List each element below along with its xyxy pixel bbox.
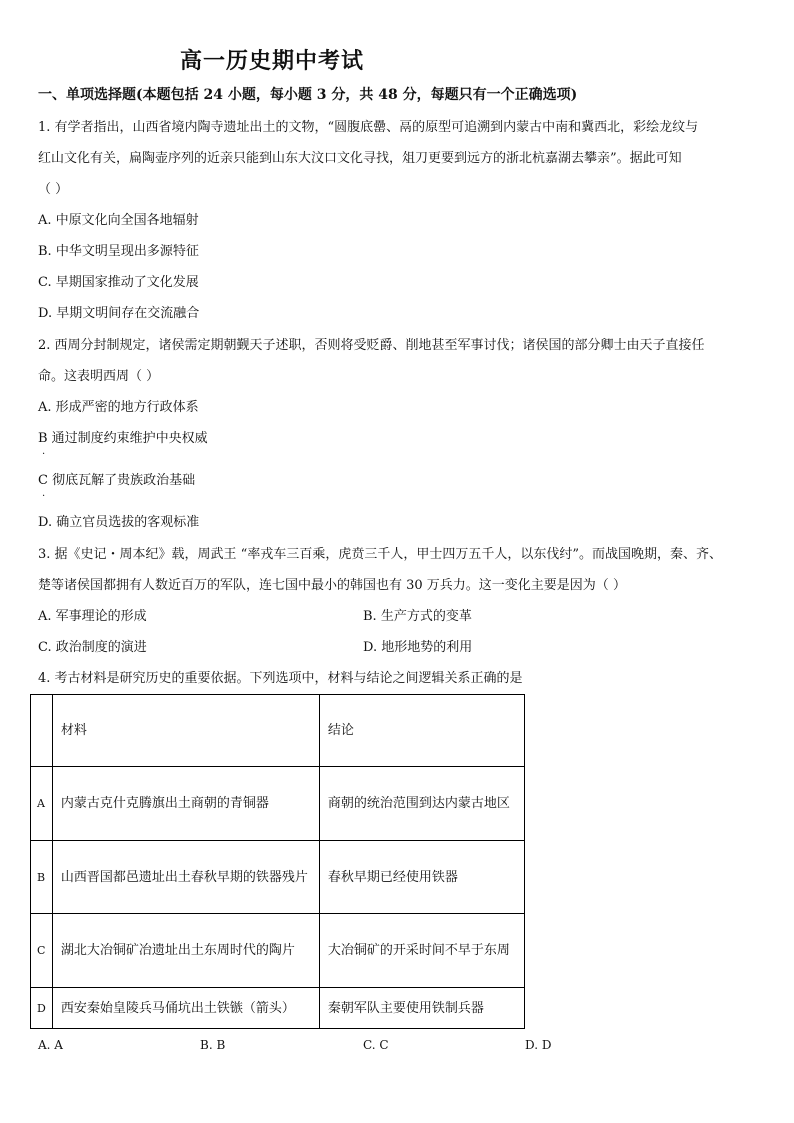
q2-stem-line2: 命。这表明西周（ ） bbox=[38, 369, 160, 384]
q3-option-a: A. 军事理论的形成 bbox=[38, 609, 147, 624]
table-row bbox=[31, 841, 525, 914]
q3-stem-line2: 楚等诸侯国都拥有人数近百万的军队，连七国中最小的韩国也有 30 万兵力。这一变化主要是因为（ ） bbox=[38, 578, 626, 593]
q1-stem-line3: （ ） bbox=[38, 182, 69, 197]
row-material: 湖北大冶铜矿冶遗址出土东周时代的陶片 bbox=[52, 914, 319, 988]
q1-option-d: D. 早期文明间存在交流融合 bbox=[38, 306, 200, 321]
q1-option-a: A. 中原文化向全国各地辐射 bbox=[38, 213, 199, 228]
table-row bbox=[31, 914, 525, 988]
q2-stem-line1: 2. 西周分封制规定，诸侯需定期朝觐天子述职，否则将受贬爵、削地甚至军事讨伐；诸侯国的部分卿士由天子直接任 bbox=[38, 338, 705, 353]
row-material: 内蒙古克什克腾旗出土商朝的青铜器 bbox=[52, 767, 319, 841]
row-conclusion: 商朝的统治范围到达内蒙古地区 bbox=[319, 767, 524, 841]
q1-option-c: C. 早期国家推动了文化发展 bbox=[38, 275, 199, 290]
table-row bbox=[31, 767, 525, 841]
q4-stem: 4. 考古材料是研究历史的重要依据。下列选项中，材料与结论之间逻辑关系正确的是 bbox=[38, 671, 523, 686]
row-key: C bbox=[31, 914, 53, 988]
q4-option-b: B. B bbox=[200, 1038, 226, 1052]
row-key: D bbox=[31, 988, 53, 1029]
row-material: 西安秦始皇陵兵马俑坑出土铁镞（箭头） bbox=[52, 988, 319, 1029]
q3-option-b: B. 生产方式的变革 bbox=[363, 609, 472, 624]
q3-stem-line1: 3. 据《史记・周本纪》载，周武王 “率戎车三百乘，虎贲三千人，甲士四万五千人，以东伐纣”。而战国晚期，秦、齐、 bbox=[38, 547, 722, 562]
table-row bbox=[31, 988, 525, 1029]
row-material: 山西晋国都邑遗址出土春秋早期的铁器残片 bbox=[52, 841, 319, 914]
q2-option-a: A. 形成严密的地方行政体系 bbox=[38, 400, 199, 415]
row-conclusion: 秦朝军队主要使用铁制兵器 bbox=[319, 988, 524, 1029]
q2-option-b: B 通过制度约束维护中央权威 bbox=[38, 431, 208, 446]
row-conclusion: 大冶铜矿的开采时间不早于东周 bbox=[319, 914, 524, 988]
q3-option-d: D. 地形地势的利用 bbox=[363, 640, 473, 655]
stray-mark: . bbox=[42, 488, 46, 499]
q1-stem-line1: 1. 有学者指出，山西省境内陶寺遗址出土的文物，“圆腹底罍、鬲的原型可追溯到内蒙古中南和冀西北，彩绘龙纹与 bbox=[38, 120, 699, 135]
row-key: B bbox=[31, 841, 53, 914]
table-cell-empty bbox=[31, 695, 53, 767]
row-conclusion: 春秋早期已经使用铁器 bbox=[319, 841, 524, 914]
row-key: A bbox=[31, 767, 53, 841]
page-title: 高一历史期中考试 bbox=[180, 49, 365, 74]
section-heading: 一、单项选择题(本题包括 24 小题，每小题 3 分，共 48 分，每题只有一个正确选项) bbox=[38, 87, 578, 103]
q4-option-a: A. A bbox=[38, 1038, 63, 1052]
q1-stem-line2: 红山文化有关，扁陶壶序列的近亲只能到山东大汶口文化寻找，俎刀更要到远方的浙北杭嘉湖去攀亲”。据此可知 bbox=[38, 151, 682, 166]
table-header-row bbox=[31, 695, 525, 767]
q3-option-c: C. 政治制度的演进 bbox=[38, 640, 147, 655]
q1-option-b: B. 中华文明呈现出多源特征 bbox=[38, 244, 199, 259]
material-conclusion-table bbox=[30, 694, 525, 1029]
table-header-conclusion: 结论 bbox=[319, 695, 524, 767]
table-header-material: 材料 bbox=[52, 695, 319, 767]
q4-option-c: C. C bbox=[363, 1038, 389, 1052]
q4-option-d: D. D bbox=[525, 1038, 552, 1052]
stray-mark: . bbox=[42, 446, 46, 457]
q2-option-d: D. 确立官员选拔的客观标准 bbox=[38, 515, 200, 530]
q2-option-c: C 彻底瓦解了贵族政治基础 bbox=[38, 473, 196, 488]
